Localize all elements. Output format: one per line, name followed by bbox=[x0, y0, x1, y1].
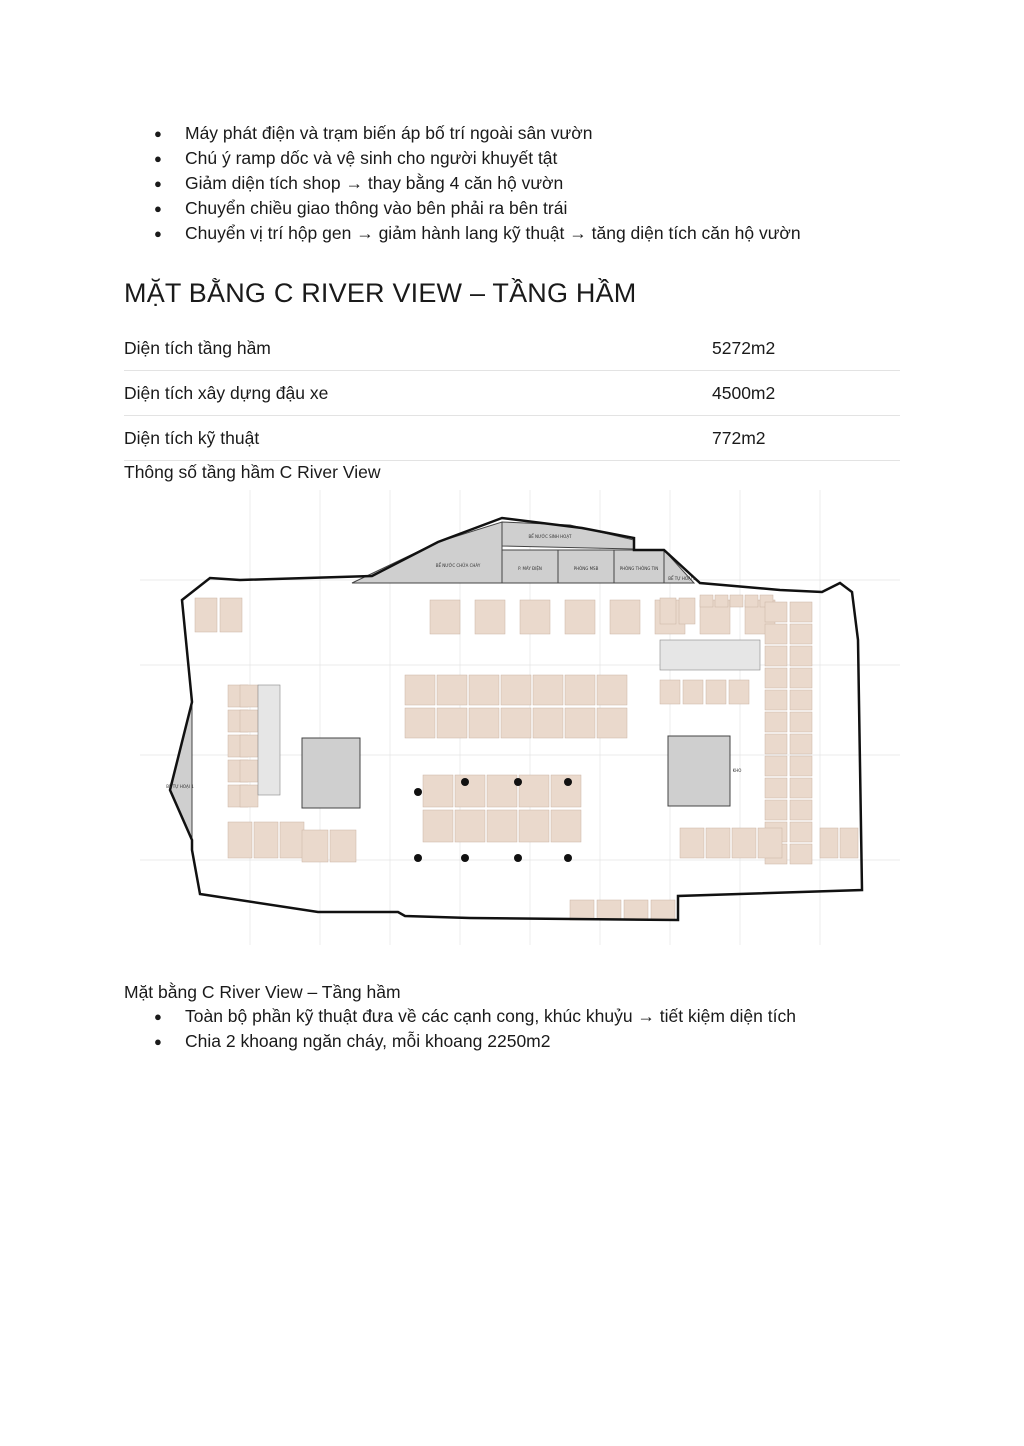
figure-caption: Mặt bằng C River View – Tầng hầm bbox=[124, 982, 401, 1002]
parking-space bbox=[765, 668, 787, 688]
parking-space bbox=[610, 600, 640, 634]
parking-space bbox=[228, 822, 252, 858]
telecom-room-label: PHÒNG THÔNG TIN bbox=[619, 566, 659, 571]
column-dot bbox=[564, 778, 572, 786]
parking-space bbox=[765, 624, 787, 644]
column-dot bbox=[514, 778, 522, 786]
list-item: ● Giảm diện tích shop → thay bằng 4 căn hộ vườn bbox=[124, 171, 801, 196]
column-dot bbox=[514, 854, 522, 862]
parking-space bbox=[765, 602, 787, 622]
parking-space bbox=[765, 690, 787, 710]
parking-space bbox=[790, 646, 812, 666]
parking-space bbox=[423, 810, 453, 842]
parking-space bbox=[501, 675, 531, 705]
parking-space bbox=[624, 900, 648, 920]
parking-space bbox=[501, 708, 531, 738]
list-item: ● Máy phát điện và trạm biến áp bố trí ngoài sân vườn bbox=[124, 121, 801, 146]
list-item: ● Chuyển chiều giao thông vào bên phải ra bên trái bbox=[124, 196, 801, 221]
parking-space bbox=[487, 775, 517, 807]
parking-space bbox=[405, 708, 435, 738]
parking-space bbox=[660, 598, 676, 624]
parking-space bbox=[840, 828, 858, 858]
parking-space bbox=[405, 675, 435, 705]
parking-space bbox=[820, 828, 838, 858]
parking-space bbox=[679, 598, 695, 624]
column-dot bbox=[414, 788, 422, 796]
parking-space bbox=[660, 680, 680, 704]
table-caption: Thông số tầng hầm C River View bbox=[124, 462, 381, 482]
parking-space bbox=[551, 810, 581, 842]
column-dot bbox=[564, 854, 572, 862]
parking-space bbox=[330, 830, 356, 862]
table-cell-label: Diện tích xây dựng đậu xe bbox=[124, 371, 712, 416]
septic-tank-2-label: BỂ TỰ HOẠI 2 bbox=[668, 576, 696, 581]
parking-space bbox=[765, 778, 787, 798]
list-item: ● Chú ý ramp dốc và vệ sinh cho người khuyết tật bbox=[124, 146, 801, 171]
parking-space bbox=[597, 708, 627, 738]
parking-space bbox=[765, 756, 787, 776]
column-dot bbox=[461, 778, 469, 786]
core-right bbox=[668, 736, 730, 806]
parking-space bbox=[570, 900, 594, 920]
parking-space bbox=[195, 598, 217, 632]
parking-space bbox=[302, 830, 328, 862]
parking-space bbox=[790, 668, 812, 688]
parking-space bbox=[706, 828, 730, 858]
parking-space bbox=[487, 810, 517, 842]
table-row bbox=[124, 371, 900, 416]
parking-space bbox=[519, 810, 549, 842]
parking-space bbox=[706, 680, 726, 704]
parking-space bbox=[790, 602, 812, 622]
parking-space bbox=[469, 675, 499, 705]
msb-room-label: PHÒNG MSB bbox=[573, 566, 599, 571]
water-tank-domestic-label: BỂ NƯỚC SINH HOẠT bbox=[528, 534, 572, 539]
list-item: ● Toàn bộ phần kỹ thuật đưa về các cạnh cong, khúc khuỷu → tiết kiệm diện tích bbox=[124, 1004, 796, 1029]
list-item: ● Chia 2 khoang ngăn cháy, mỗi khoang 2250m2 bbox=[124, 1029, 796, 1054]
generator-room-label: P. MÁY ĐIỆN bbox=[518, 566, 542, 571]
parking-space bbox=[240, 710, 258, 732]
parking-space bbox=[732, 828, 756, 858]
floorplan-image bbox=[140, 490, 900, 945]
parking-space bbox=[455, 810, 485, 842]
parking-space bbox=[519, 775, 549, 807]
parking-space bbox=[729, 680, 749, 704]
parking-space bbox=[790, 800, 812, 820]
section-heading: MẶT BẰNG C RIVER VIEW – TẦNG HẦM bbox=[124, 278, 637, 308]
parking-space bbox=[533, 675, 563, 705]
parking-space bbox=[469, 708, 499, 738]
table-row bbox=[124, 416, 900, 461]
parking-space bbox=[745, 595, 758, 607]
parking-space bbox=[730, 595, 743, 607]
parking-space bbox=[520, 600, 550, 634]
parking-space bbox=[533, 708, 563, 738]
parking-space bbox=[765, 734, 787, 754]
list-item: ● Chuyển vị trí hộp gen → giảm hành lang kỹ thuật → tăng diện tích căn hộ vườn bbox=[124, 221, 801, 246]
septic-tank-1 bbox=[170, 702, 192, 840]
parking-space bbox=[758, 828, 782, 858]
parking-space bbox=[790, 756, 812, 776]
table-cell-value: 772m2 bbox=[712, 416, 900, 461]
parking-space bbox=[765, 800, 787, 820]
parking-space bbox=[765, 712, 787, 732]
parking-space bbox=[597, 900, 621, 920]
core-left bbox=[302, 738, 360, 808]
parking-space bbox=[240, 685, 258, 707]
column-dot bbox=[461, 854, 469, 862]
parking-space bbox=[680, 828, 704, 858]
parking-space bbox=[254, 822, 278, 858]
parking-space bbox=[565, 675, 595, 705]
ramp-left bbox=[258, 685, 280, 795]
parking-space bbox=[565, 600, 595, 634]
parking-space bbox=[430, 600, 460, 634]
parking-space bbox=[220, 598, 242, 632]
bullet-list-top bbox=[124, 121, 801, 246]
parking-space bbox=[790, 690, 812, 710]
parking-space bbox=[715, 595, 728, 607]
parking-space bbox=[565, 708, 595, 738]
bullet-list-bottom bbox=[124, 1004, 796, 1054]
parking-space bbox=[790, 778, 812, 798]
table-cell-label: Diện tích tầng hầm bbox=[124, 326, 712, 371]
parking-space bbox=[765, 646, 787, 666]
parking-space bbox=[437, 708, 467, 738]
parking-space bbox=[700, 595, 713, 607]
parking-space bbox=[683, 680, 703, 704]
table-row bbox=[124, 326, 900, 371]
parking-space bbox=[790, 822, 812, 842]
ramp bbox=[660, 640, 760, 670]
table-cell-value: 5272m2 bbox=[712, 326, 900, 371]
table-cell-label: Diện tích kỹ thuật bbox=[124, 416, 712, 461]
parking-space bbox=[423, 775, 453, 807]
parking-space bbox=[240, 785, 258, 807]
fire-water-tank-label: BỂ NƯỚC CHỮA CHÁY bbox=[435, 563, 481, 568]
parking-space bbox=[280, 822, 304, 858]
parking-space bbox=[240, 760, 258, 782]
specs-table bbox=[124, 326, 900, 461]
parking-space bbox=[240, 735, 258, 757]
parking-space bbox=[790, 624, 812, 644]
column-dot bbox=[414, 854, 422, 862]
parking-space bbox=[790, 712, 812, 732]
parking-space bbox=[651, 900, 675, 920]
parking-space bbox=[790, 734, 812, 754]
parking-space bbox=[597, 675, 627, 705]
storage-label: KHO bbox=[732, 768, 742, 773]
septic-tank-1-label: BỂ TỰ HOẠI 1 bbox=[166, 784, 194, 789]
parking-space bbox=[455, 775, 485, 807]
table-cell-value: 4500m2 bbox=[712, 371, 900, 416]
parking-space bbox=[437, 675, 467, 705]
parking-space bbox=[475, 600, 505, 634]
parking-space bbox=[790, 844, 812, 864]
